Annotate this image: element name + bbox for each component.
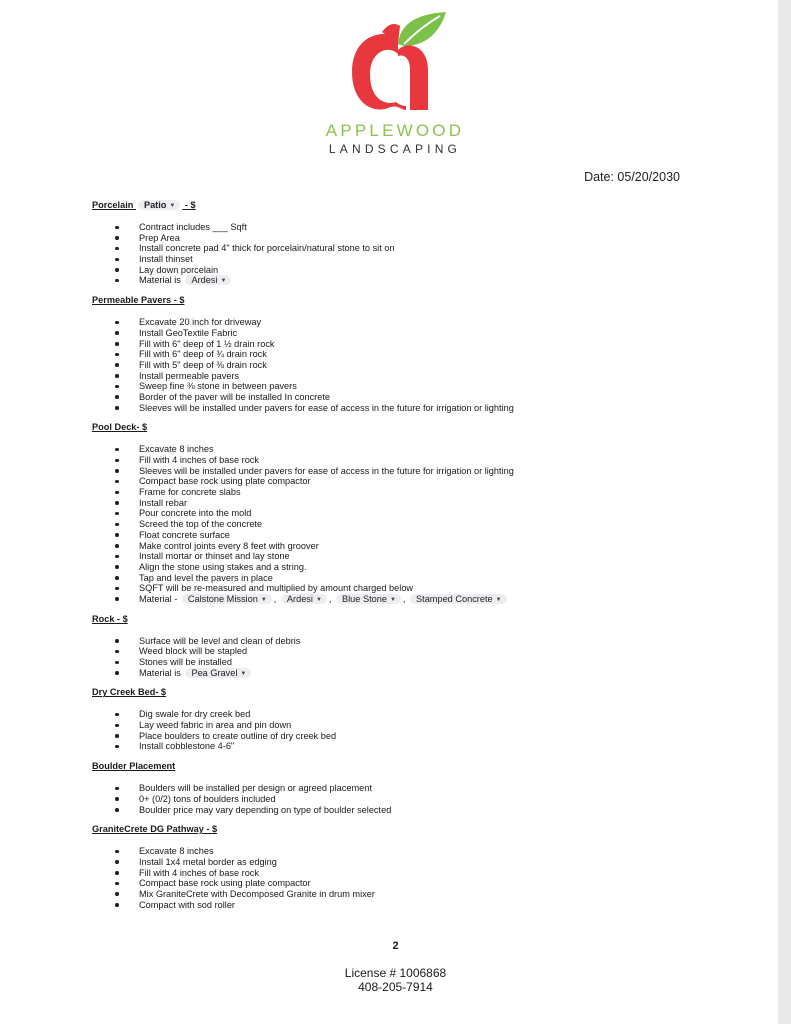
list-item: Weed block will be stapled <box>139 646 712 657</box>
list-item: Stones will be installed <box>139 657 712 668</box>
list-item: Fill with 5" deep of ⅜ drain rock <box>139 360 712 371</box>
material-dropdown-ardesi[interactable] <box>281 594 327 604</box>
section-title-boulder: Boulder Placement <box>92 761 176 772</box>
dropdown-value: Blue Stone <box>342 593 387 604</box>
brand-name: APPLEWOOD <box>325 121 465 140</box>
footer-contact <box>0 966 778 994</box>
list-item: Excavate 8 inches <box>139 444 712 455</box>
list-item: Excavate 8 inches <box>139 846 712 857</box>
page-number: 2 <box>392 940 399 952</box>
list-item: Fill with 6" deep of ¾ drain rock <box>139 349 712 360</box>
list-item: Sweep fine ⅜ stone in between pavers <box>139 381 712 392</box>
list-item: Compact base rock using plate compactor <box>139 878 712 889</box>
list-item-material <box>139 668 712 679</box>
chevron-down-icon: ▼ <box>315 596 322 603</box>
material-dropdown-calstone[interactable] <box>182 594 272 604</box>
list-item: Compact base rock using plate compactor <box>139 476 712 487</box>
material-dropdown-blue-stone[interactable] <box>336 594 401 604</box>
list-item: Surface will be level and clean of debris <box>139 636 712 647</box>
phone-number: 408-205-7914 <box>358 980 433 994</box>
list-item: Boulders will be installed per design or agreed placement <box>139 783 712 794</box>
chevron-down-icon: ▼ <box>169 203 176 209</box>
material-dropdown[interactable] <box>185 275 231 285</box>
section-title-granitecrete: GraniteCrete DG Pathway - $ <box>92 824 218 835</box>
list-item: Mix GraniteCrete with Decomposed Granite in drum mixer <box>139 889 712 900</box>
chevron-down-icon: ▼ <box>220 278 227 285</box>
list-item: Place boulders to create outline of dry creek bed <box>139 731 712 742</box>
list-item-material <box>139 275 712 286</box>
list-item: 0+ (0/2) tons of boulders included <box>139 794 712 805</box>
patio-dropdown[interactable] <box>138 200 180 210</box>
chevron-down-icon: ▼ <box>389 596 396 603</box>
chevron-down-icon: ▼ <box>240 670 247 677</box>
dropdown-value: Stamped Concrete <box>416 593 493 604</box>
pool-deck-list <box>92 444 712 604</box>
list-item: Install cobblestone 4-6" <box>139 741 712 752</box>
list-item: Dig swale for dry creek bed <box>139 709 712 720</box>
boulder-list <box>92 783 712 815</box>
document-date: Date: 05/20/2030 <box>584 170 680 184</box>
section-title-pool-deck: Pool Deck- $ <box>92 422 148 433</box>
material-dropdown-stamped-concrete[interactable] <box>410 594 507 604</box>
list-item: Compact with sod roller <box>139 900 712 911</box>
list-item: Frame for concrete slabs <box>139 487 712 498</box>
rock-list <box>92 636 712 679</box>
section-title-text: Porcelain <box>92 200 134 210</box>
list-item: Install mortar or thinset and lay stone <box>139 551 712 562</box>
list-item: Boulder price may vary depending on type of boulder selected <box>139 805 712 816</box>
section-title-rock: Rock - $ <box>92 613 128 624</box>
permeable-list <box>92 317 712 413</box>
dropdown-value: Calstone Mission <box>187 593 258 604</box>
list-item: Screed the top of the concrete <box>139 519 712 530</box>
list-item: Fill with 4 inches of base rock <box>139 455 712 466</box>
chevron-down-icon: ▼ <box>495 596 502 603</box>
section-title-dry-creek: Dry Creek Bed- $ <box>92 687 167 698</box>
granitecrete-list <box>92 846 712 910</box>
list-item: Install thinset <box>139 254 712 265</box>
list-item: Contract includes ___ Sqft <box>139 222 712 233</box>
section-title-porcelain <box>92 199 712 212</box>
list-item-material: Material - Calstone Mission ▼ , Ardesi ▼ , Blue Stone ▼ , Stamped Concrete ▼ <box>139 594 712 605</box>
material-dropdown[interactable] <box>185 668 251 678</box>
list-item: Excavate 20 inch for driveway <box>139 317 712 328</box>
list-item: Lay down porcelain <box>139 265 712 276</box>
dropdown-value: Ardesi <box>286 593 313 604</box>
list-item: Install GeoTextile Fabric <box>139 328 712 339</box>
dropdown-value: Pea Gravel <box>191 667 238 678</box>
list-item: Align the stone using stakes and a string. <box>139 562 712 573</box>
list-item: Fill with 6" deep of 1 ½ drain rock <box>139 339 712 350</box>
list-item: Install permeable pavers <box>139 371 712 382</box>
list-item: Tap and level the pavers in place <box>139 573 712 584</box>
list-item: Border of the paver will be installed In concrete <box>139 392 712 403</box>
chevron-down-icon: ▼ <box>260 596 267 603</box>
list-item: Install 1x4 metal border as edging <box>139 857 712 868</box>
list-item: Prep Area <box>139 233 712 244</box>
material-label: Material - <box>139 593 178 604</box>
list-item: Fill with 4 inches of base rock <box>139 868 712 879</box>
dropdown-value: Patio <box>143 200 167 210</box>
list-item: SQFT will be re-measured and multiplied by amount charged below <box>139 583 712 594</box>
list-item: Sleeves will be installed under pavers for ease of access in the future for irrigation or lighting <box>139 466 712 477</box>
list-item: Lay weed fabric in area and pin down <box>139 720 712 731</box>
brand-subtitle: LANDSCAPING <box>328 142 462 156</box>
material-label: Material is <box>139 275 181 286</box>
license-number: License # 1006868 <box>344 966 447 980</box>
contract-content <box>92 199 712 918</box>
list-item: Pour concrete into the mold <box>139 508 712 519</box>
dropdown-value: Ardesi <box>191 275 218 286</box>
list-item: Sleeves will be installed under pavers for ease of access in the future for irrigation or lighting <box>139 403 712 414</box>
dry-creek-list <box>92 709 712 752</box>
section-title-permeable: Permeable Pavers - $ <box>92 295 185 306</box>
porcelain-list <box>92 222 712 286</box>
list-item: Install concrete pad 4" thick for porcelain/natural stone to sit on <box>139 243 712 254</box>
list-item: Float concrete surface <box>139 530 712 541</box>
list-item: Make control joints every 8 feet with groover <box>139 541 712 552</box>
list-item: Install rebar <box>139 498 712 509</box>
section-title-price: - $ <box>184 200 196 210</box>
material-label: Material is <box>139 667 181 678</box>
